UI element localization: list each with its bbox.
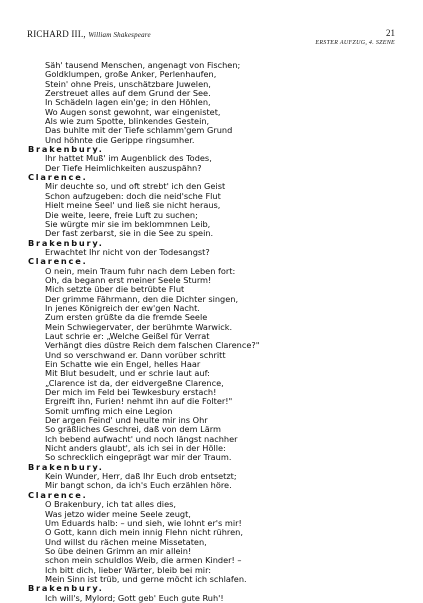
verse-line: Ich bitt dich, lieber Wärter, bleib bei mir: [45,564,212,575]
verse-line: O Brakenbury, ich tat alles dies, [45,499,176,510]
verse-line: Ich bebend aufwacht' und noch längst nachher [45,433,238,444]
speaker-name: Clarence. [28,172,88,183]
verse-line: Mir bangt schon, da ich's Euch erzählen höre. [45,480,232,491]
verse-line: Die weite, leere, freie Luft zu suchen; [45,209,198,220]
verse-line: Und höhnte die Gerippe ringsumher. [45,134,195,145]
verse-line: Mich setzte über die betrübte Flut [45,284,185,295]
verse-line: Kein Wunder, Herr, daß Ihr Euch drob entsetzt; [45,471,237,482]
verse-line: In jenes Königreich der ew'gen Nacht. [45,302,200,313]
verse-line: Der argen Feind' und heulte mir ins Ohr [45,415,208,426]
speaker-name: Brakenbury. [28,237,104,248]
verse-line: Und so verschwand er. Dann vorüber schritt [45,349,226,360]
speaker-name: Clarence. [28,489,88,500]
verse-line: Mit Blut besudelt, und er schrie laut auf: [45,368,210,379]
verse-line: Der fast zerbarst, sie in die See zu spein. [45,228,214,239]
verse-line: Ihr hattet Muß' im Augenblick des Todes, [45,153,212,164]
verse-line: O nein, mein Traum fuhr nach dem Leben fort: [45,265,236,276]
verse-line: Stein' ohne Preis, unschätzbare Juwelen, [45,78,211,89]
verse-line: Sie würgte mir sie im beklommnen Leib, [45,218,211,229]
verse-line: So übe deinen Grimm an mir allein! [45,545,192,556]
page-header [27,29,395,59]
verse-line: Mein Sinn ist trüb, und gerne möcht ich schlafen. [45,573,247,584]
verse-line: Wo Augen sonst gewohnt, war eingenistet, [45,106,221,117]
verse-line: Das buhlte mit der Tiefe schlamm'gem Grund [45,125,233,136]
act-scene-label: ERSTER AUFZUG, 4. SZENE [315,40,395,46]
verse-line: Laut schrie er: „Welche Geißel für Verrat [45,330,210,341]
verse-line: Zerstreuet alles auf dem Grund der See. [45,88,211,99]
verse-line: Ich will's, Mylord; Gott geb' Euch gute Ruh'! [45,592,224,603]
play-title: RICHARD III. [27,29,84,39]
verse-line: Zum ersten grüßte da die fremde Seele [45,312,208,323]
verse-line: Verhängt dies düstre Reich dem falschen Clarence?" [45,340,260,351]
title-separator: , [83,29,89,39]
verse-line: „Clarence ist da, der eidvergeßne Clarence, [45,377,224,388]
verse-line: Was jetzo wider meine Seele zeugt, [45,508,191,519]
speaker-name: Brakenbury. [28,461,104,472]
speaker-name: Clarence. [28,256,88,267]
verse-line: O Gott, kann dich mein innig Flehn nicht rühren, [45,527,243,538]
verse-line: Und willst du rächen meine Missetaten, [45,536,207,547]
verse-line: So schrecklich eingeprägt war mir der Traum. [45,452,232,463]
verse-line: Hielt meine Seel' und ließ sie nicht heraus, [45,200,221,211]
verse-line: Mein Schwiegervater, der berühmte Warwick. [45,321,233,332]
verse-line: Um Eduards halb: – und sieh, wie lohnt er's mir! [45,517,242,528]
verse-line: So gräßliches Geschrei, daß von dem Lärm [45,424,221,435]
verse-line: Goldklumpen, große Anker, Perlenhaufen, [45,69,217,80]
verse-line: Der mich im Feld bei Tewkesbury erstach! [45,387,217,398]
verse-line: Der Tiefe Heimlichkeiten auszuspähn? [45,162,202,173]
author-name: William Shakespeare [88,31,151,39]
verse-line: In Schädeln lagen ein'ge; in den Höhlen, [45,97,211,108]
running-title [27,29,151,39]
verse-line: Nicht anders glaubt', als ich sei in der Hölle: [45,443,226,454]
verse-line: Ein Schatte wie ein Engel, helles Haar [45,359,201,369]
dialogue-text [28,61,398,603]
verse-line: Schon aufzugeben: doch die neid'sche Flut [45,190,221,201]
verse-line: Somit umfing mich eine Legion [45,405,173,416]
verse-line: Oh, da begann erst meiner Seele Sturm! [45,274,212,285]
verse-line: Der grimme Fährmann, den die Dichter singen, [45,293,239,304]
page-number: 21 [386,28,395,38]
verse-line: Als wie zum Spotte, blinkendes Gestein, [45,116,210,127]
speaker-name: Brakenbury. [28,583,104,594]
speaker-name: Brakenbury. [28,144,104,155]
verse-line: schon mein schuldlos Weib, die armen Kinder! – [45,555,242,566]
verse-line: Säh' tausend Menschen, angenagt von Fischen; [45,60,241,70]
verse-line: Mir deuchte so, und oft strebt' ich den Geist [45,181,226,192]
verse-line: Ergreift ihn, Furien! nehmt ihn auf die Folter!" [45,396,233,407]
verse-line: Erwachtet Ihr nicht von der Todesangst? [45,246,210,257]
